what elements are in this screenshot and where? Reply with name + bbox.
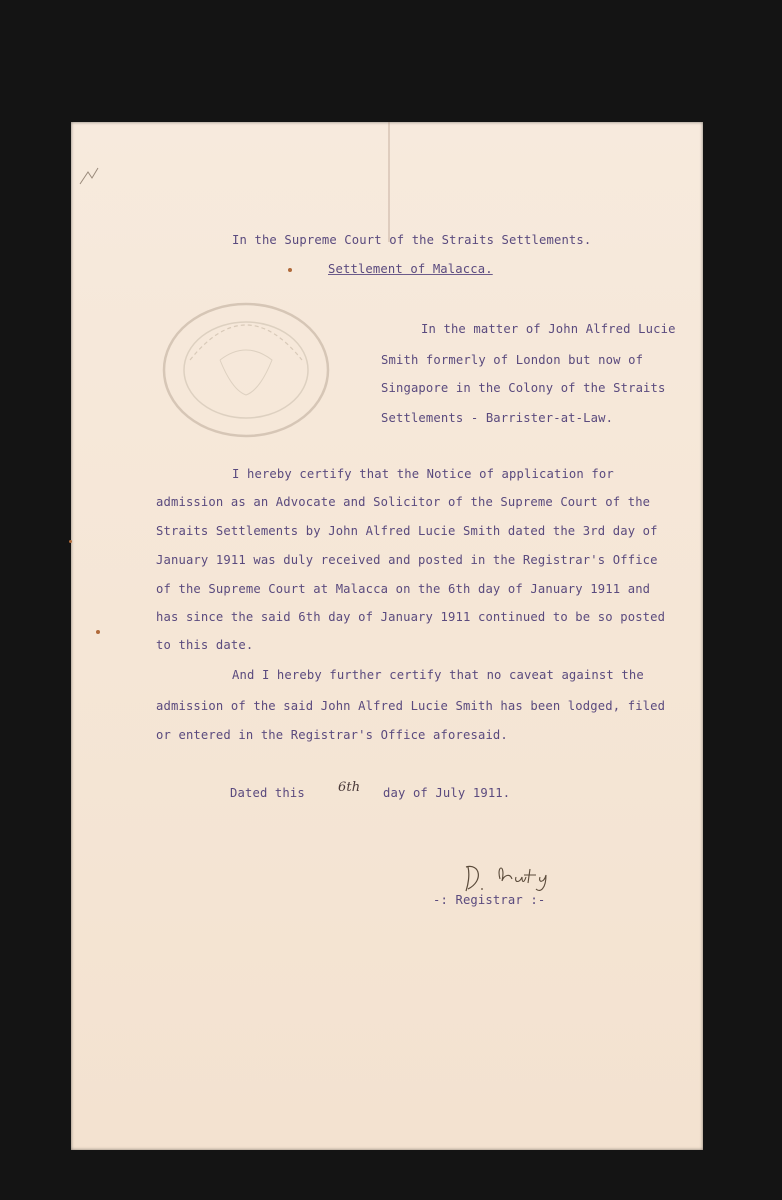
court-seal-icon xyxy=(160,300,332,440)
court-title: In the Supreme Court of the Straits Settlements. xyxy=(232,233,592,247)
matter-line-2: Smith formerly of London but now of xyxy=(381,353,644,367)
dated-prefix: Dated this xyxy=(230,786,305,800)
settlement-title: Settlement of Malacca. xyxy=(328,262,493,276)
para1-line-1: I hereby certify that the Notice of application for xyxy=(232,467,614,481)
para1-line-2: admission as an Advocate and Solicitor of the Supreme Court of the xyxy=(156,495,651,509)
para2-line-2: admission of the said John Alfred Lucie Smith has been lodged, filed xyxy=(156,699,666,713)
dated-suffix: day of July 1911. xyxy=(383,786,511,800)
matter-line-3: Singapore in the Colony of the Straits xyxy=(381,381,666,395)
stain-spot xyxy=(288,268,292,272)
stain-spot xyxy=(69,540,72,543)
matter-line-1: In the matter of John Alfred Lucie xyxy=(421,322,676,336)
para2-line-1: And I hereby further certify that no caveat against the xyxy=(232,668,644,682)
para1-line-3: Straits Settlements by John Alfred Lucie Smith dated the 3rd day of xyxy=(156,524,658,538)
fold-crease xyxy=(388,122,390,242)
matter-line-4: Settlements - Barrister-at-Law. xyxy=(381,411,614,425)
registrar-label: -: Registrar :- xyxy=(433,893,546,907)
para2-line-3: or entered in the Registrar's Office aforesaid. xyxy=(156,728,508,742)
para1-line-4: January 1911 was duly received and posted in the Registrar's Office xyxy=(156,553,658,567)
para1-line-5: of the Supreme Court at Malacca on the 6th day of January 1911 and xyxy=(156,582,651,596)
corner-mark-icon xyxy=(76,160,106,190)
document-sheet xyxy=(71,122,703,1150)
registrar-signature-icon xyxy=(460,855,558,895)
dated-day: 6th xyxy=(338,780,361,795)
stain-spot xyxy=(96,630,100,634)
para1-line-7: to this date. xyxy=(156,638,254,652)
para1-line-6: has since the said 6th day of January 1911 continued to be so posted xyxy=(156,610,666,624)
